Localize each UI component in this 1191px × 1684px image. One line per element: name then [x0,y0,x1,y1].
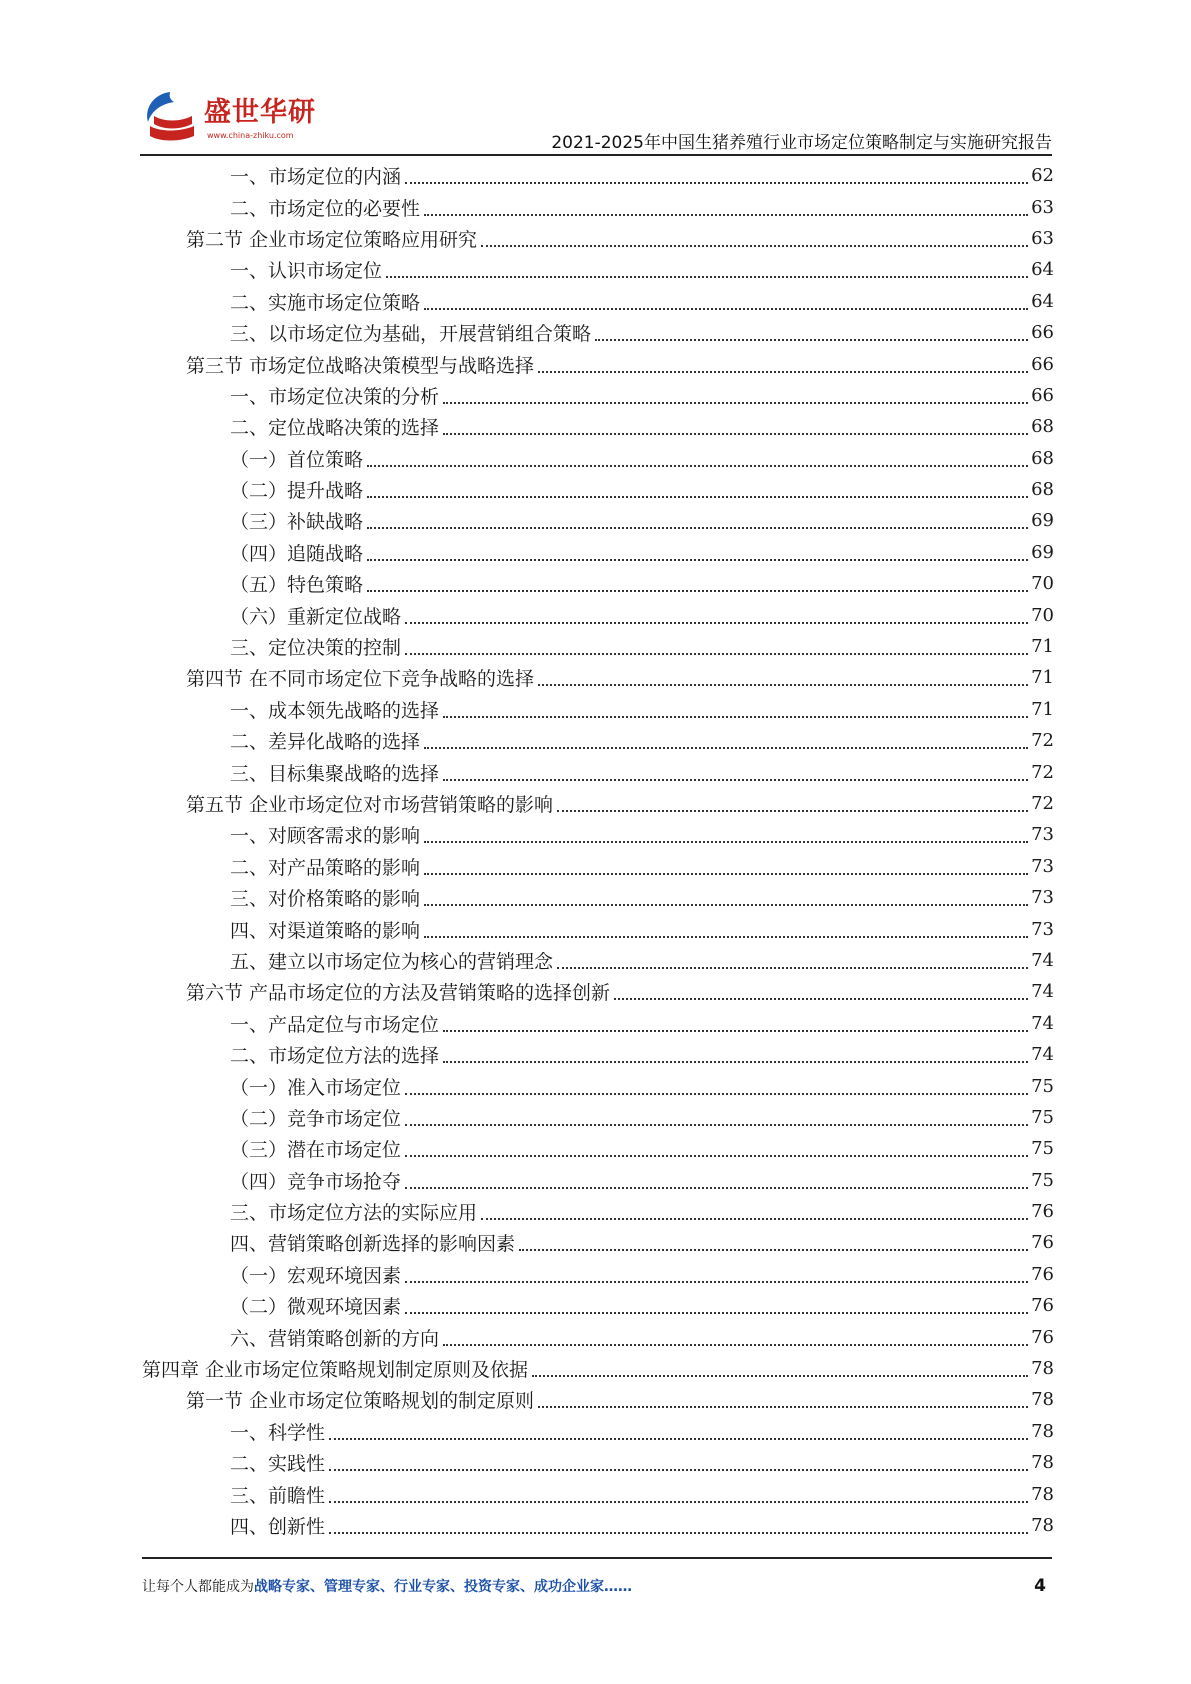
toc-entry-page: 70 [1031,604,1054,626]
toc-dot-leader [405,1311,1028,1314]
toc-entry-title: （四）竞争市场抢夺 [230,1170,402,1193]
toc-entry-title: 二、实施市场定位策略 [230,291,421,314]
toc-entry[interactable] [142,380,1054,411]
toc-entry-page: 74 [1031,981,1054,1003]
toc-entry-title: 一、科学性 [230,1421,326,1444]
toc-dot-leader [424,872,1028,875]
toc-entry-title: 五、建立以市场定位为核心的营销理念 [230,950,554,973]
toc-entry-page: 76 [1031,1201,1054,1223]
toc-dot-leader [443,715,1028,718]
toc-entry-page: 71 [1031,698,1054,720]
toc-entry-page: 78 [1031,1452,1054,1474]
toc-entry[interactable] [142,160,1054,191]
toc-entry-page: 66 [1031,322,1054,344]
toc-entry[interactable] [142,882,1054,913]
toc-dot-leader [443,432,1028,435]
page-header [140,84,1052,156]
toc-entry[interactable] [142,976,1054,1007]
toc-entry[interactable] [142,1259,1054,1290]
toc-entry[interactable] [142,1321,1054,1352]
toc-dot-leader [443,1343,1028,1346]
toc-dot-leader [367,464,1028,467]
toc-dot-leader [405,1154,1028,1157]
toc-entry-title: 一、对顾客需求的影响 [230,825,421,848]
toc-entry[interactable] [142,788,1054,819]
toc-entry[interactable] [142,443,1054,474]
toc-dot-leader [443,401,1028,404]
toc-dot-leader [329,1437,1028,1440]
toc-entry-page: 78 [1031,1358,1054,1380]
toc-entry-page: 76 [1031,1263,1054,1285]
toc-dot-leader [386,275,1028,278]
toc-entry-title: 三、以市场定位为基础，开展营销组合策略 [230,323,592,346]
toc-entry-page: 71 [1031,636,1054,658]
toc-dot-leader [538,370,1028,373]
toc-entry-page: 69 [1031,541,1054,563]
toc-entry-page: 76 [1031,1295,1054,1317]
toc-dot-leader [443,778,1028,781]
toc-dot-leader [424,213,1028,216]
toc-entry-page: 78 [1031,1389,1054,1411]
toc-entry-title: （一）宏观环境因素 [230,1264,402,1287]
footer-slogan-lead: 让每个人都能成为 [142,1579,254,1595]
toc-dot-leader [424,935,1028,938]
toc-entry-title: 二、定位战略决策的选择 [230,417,440,440]
toc-dot-leader [595,338,1028,341]
toc-entry[interactable] [142,599,1054,630]
toc-entry[interactable] [142,1165,1054,1196]
footer-slogan-roles: 战略专家、管理专家、行业专家、投资专家、成功企业家…… [254,1579,632,1595]
toc-entry-title: 二、实践性 [230,1453,326,1476]
toc-entry[interactable] [142,1070,1054,1101]
toc-dot-leader [481,1217,1028,1220]
toc-entry-page: 63 [1031,227,1054,249]
table-of-contents [142,160,1054,1541]
toc-entry-page: 64 [1031,290,1054,312]
toc-entry[interactable] [142,851,1054,882]
toc-entry[interactable] [142,1447,1054,1478]
toc-dot-leader [405,181,1028,184]
toc-entry[interactable] [142,1290,1054,1321]
toc-entry[interactable] [142,286,1054,317]
toc-entry-page: 74 [1031,1012,1054,1034]
toc-entry-title: （四）追随战略 [230,542,364,565]
toc-entry-title: （二）微观环境因素 [230,1296,402,1319]
toc-entry[interactable] [142,1039,1054,1070]
toc-entry[interactable] [142,945,1054,976]
toc-entry-title: 第五节 企业市场定位对市场营销策略的影响 [186,794,554,816]
page-number: 4 [1034,1576,1046,1596]
toc-entry[interactable] [142,1102,1054,1133]
toc-dot-leader [424,840,1028,843]
toc-entry-title: 第二节 企业市场定位策略应用研究 [186,228,478,251]
toc-entry[interactable] [142,1196,1054,1227]
toc-entry[interactable] [142,913,1054,944]
toc-entry[interactable] [142,568,1054,599]
toc-entry[interactable] [142,1008,1054,1039]
toc-entry-title: （五）特色策略 [230,574,364,597]
toc-entry-title: 第四章 企业市场定位策略规划制定原则及依据 [142,1359,529,1382]
toc-entry-page: 76 [1031,1326,1054,1348]
header-divider [140,154,1052,156]
toc-dot-leader [405,1123,1028,1126]
toc-entry[interactable] [142,1227,1054,1258]
toc-dot-leader [614,997,1028,1000]
toc-entry-page: 75 [1031,1106,1054,1128]
toc-dot-leader [405,621,1028,624]
toc-entry-title: 第三节 市场定位战略决策模型与战略选择 [186,354,535,377]
toc-entry-title: 一、认识市场定位 [230,260,383,283]
toc-entry[interactable] [142,694,1054,725]
toc-entry-title: （一）准入市场定位 [230,1076,402,1099]
toc-dot-leader [367,495,1028,498]
toc-entry-title: 三、市场定位方法的实际应用 [230,1202,478,1225]
toc-entry[interactable] [142,1133,1054,1164]
toc-entry-page: 72 [1031,761,1054,783]
toc-dot-leader [519,1248,1028,1251]
toc-entry-page: 73 [1031,918,1054,940]
footer-divider [142,1557,1052,1559]
toc-dot-leader [538,683,1028,686]
toc-entry[interactable] [142,1478,1054,1509]
toc-entry-title: 六、营销策略创新的方向 [230,1327,440,1350]
toc-entry-page: 71 [1031,667,1054,689]
toc-entry[interactable] [142,537,1054,568]
brand-url: www.china-zhiku.com [207,131,294,140]
toc-entry-title: 二、市场定位的必要性 [230,197,421,220]
toc-dot-leader [443,1029,1028,1032]
toc-entry-page: 73 [1031,855,1054,877]
toc-entry[interactable] [142,223,1054,254]
toc-entry-title: 三、前瞻性 [230,1484,326,1507]
toc-entry-title: 一、市场定位的内涵 [230,166,402,189]
toc-entry[interactable] [142,1353,1054,1384]
toc-dot-leader [424,903,1028,906]
toc-entry-page: 73 [1031,824,1054,846]
toc-entry-title: 一、市场定位决策的分析 [230,385,440,408]
toc-entry-page: 76 [1031,1232,1054,1254]
toc-entry-title: （二）提升战略 [230,480,364,503]
toc-entry-page: 72 [1031,730,1054,752]
toc-entry[interactable] [142,756,1054,787]
toc-entry-title: 二、对产品策略的影响 [230,856,421,879]
toc-dot-leader [405,1280,1028,1283]
toc-entry[interactable] [142,1416,1054,1447]
toc-dot-leader [329,1500,1028,1503]
toc-entry-title: （六）重新定位战略 [230,605,402,628]
toc-entry-page: 62 [1031,165,1054,187]
toc-entry-page: 70 [1031,573,1054,595]
toc-dot-leader [557,966,1028,969]
toc-entry-title: 四、创新性 [230,1515,326,1538]
toc-entry-title: 四、对渠道策略的影响 [230,919,421,942]
toc-dot-leader [367,526,1028,529]
toc-entry-title: 二、差异化战略的选择 [230,731,421,754]
toc-dot-leader [405,1092,1028,1095]
toc-dot-leader [424,307,1028,310]
toc-entry-page: 74 [1031,1044,1054,1066]
toc-entry-page: 69 [1031,510,1054,532]
toc-entry-page: 73 [1031,887,1054,909]
toc-entry-page: 68 [1031,479,1054,501]
toc-dot-leader [443,1060,1028,1063]
toc-entry[interactable] [142,317,1054,348]
toc-entry-page: 63 [1031,196,1054,218]
toc-entry[interactable] [142,819,1054,850]
toc-entry[interactable] [142,1510,1054,1541]
toc-entry-title: （二）竞争市场定位 [230,1107,402,1130]
toc-entry-title: 二、市场定位方法的选择 [230,1045,440,1068]
toc-dot-leader [367,589,1028,592]
toc-entry-page: 78 [1031,1483,1054,1505]
company-logo [140,84,316,148]
toc-dot-leader [329,1531,1028,1534]
toc-entry-title: 四、营销策略创新选择的影响因素 [230,1233,516,1256]
toc-entry-title: （三）潜在市场定位 [230,1139,402,1162]
toc-entry-title: 一、产品定位与市场定位 [230,1013,440,1036]
toc-entry-title: 三、目标集聚战略的选择 [230,762,440,785]
toc-entry[interactable] [142,411,1054,442]
toc-entry-title: 第六节 产品市场定位的方法及营销策略的选择创新 [186,982,611,1005]
toc-entry-page: 75 [1031,1075,1054,1097]
toc-entry-title: 一、成本领先战略的选择 [230,699,440,722]
toc-entry-page: 74 [1031,949,1054,971]
toc-entry-title: （三）补缺战略 [230,511,364,534]
toc-entry[interactable] [142,1384,1054,1415]
toc-entry-page: 64 [1031,259,1054,281]
toc-entry-page: 68 [1031,416,1054,438]
toc-entry-title: 三、对价格策略的影响 [230,888,421,911]
toc-dot-leader [557,809,1028,812]
toc-entry-title: （一）首位策略 [230,448,364,471]
toc-entry-page: 78 [1031,1420,1054,1442]
toc-entry-page: 68 [1031,447,1054,469]
toc-dot-leader [424,746,1028,749]
toc-entry[interactable] [142,254,1054,285]
toc-entry-title: 三、定位决策的控制 [230,637,402,660]
toc-entry-title: 第四节 在不同市场定位下竞争战略的选择 [186,668,535,691]
toc-dot-leader [329,1468,1028,1471]
toc-entry[interactable] [142,348,1054,379]
toc-entry-title: 第一节 企业市场定位策略规划的制定原则 [186,1390,535,1413]
toc-entry-page: 75 [1031,1169,1054,1191]
toc-entry[interactable] [142,191,1054,222]
toc-entry-page: 72 [1031,793,1054,814]
toc-dot-leader [367,558,1028,561]
toc-entry-page: 66 [1031,384,1054,406]
toc-entry[interactable] [142,505,1054,536]
toc-dot-leader [481,244,1028,247]
toc-entry[interactable] [142,631,1054,662]
toc-dot-leader [405,652,1028,655]
toc-dot-leader [532,1374,1028,1377]
toc-entry[interactable] [142,662,1054,693]
toc-dot-leader [538,1405,1028,1408]
toc-entry-page: 75 [1031,1138,1054,1160]
toc-entry-page: 78 [1031,1514,1054,1536]
report-title: 2021-2025年中国生猪养殖行业市场定位策略制定与实施研究报告 [551,133,1052,153]
toc-entry[interactable] [142,474,1054,505]
toc-entry-page: 66 [1031,353,1054,375]
page-footer [142,1576,1052,1602]
toc-entry[interactable] [142,725,1054,756]
logo-emblem-icon [140,86,202,148]
toc-dot-leader [405,1186,1028,1189]
brand-name: 盛世华研 [204,97,316,128]
